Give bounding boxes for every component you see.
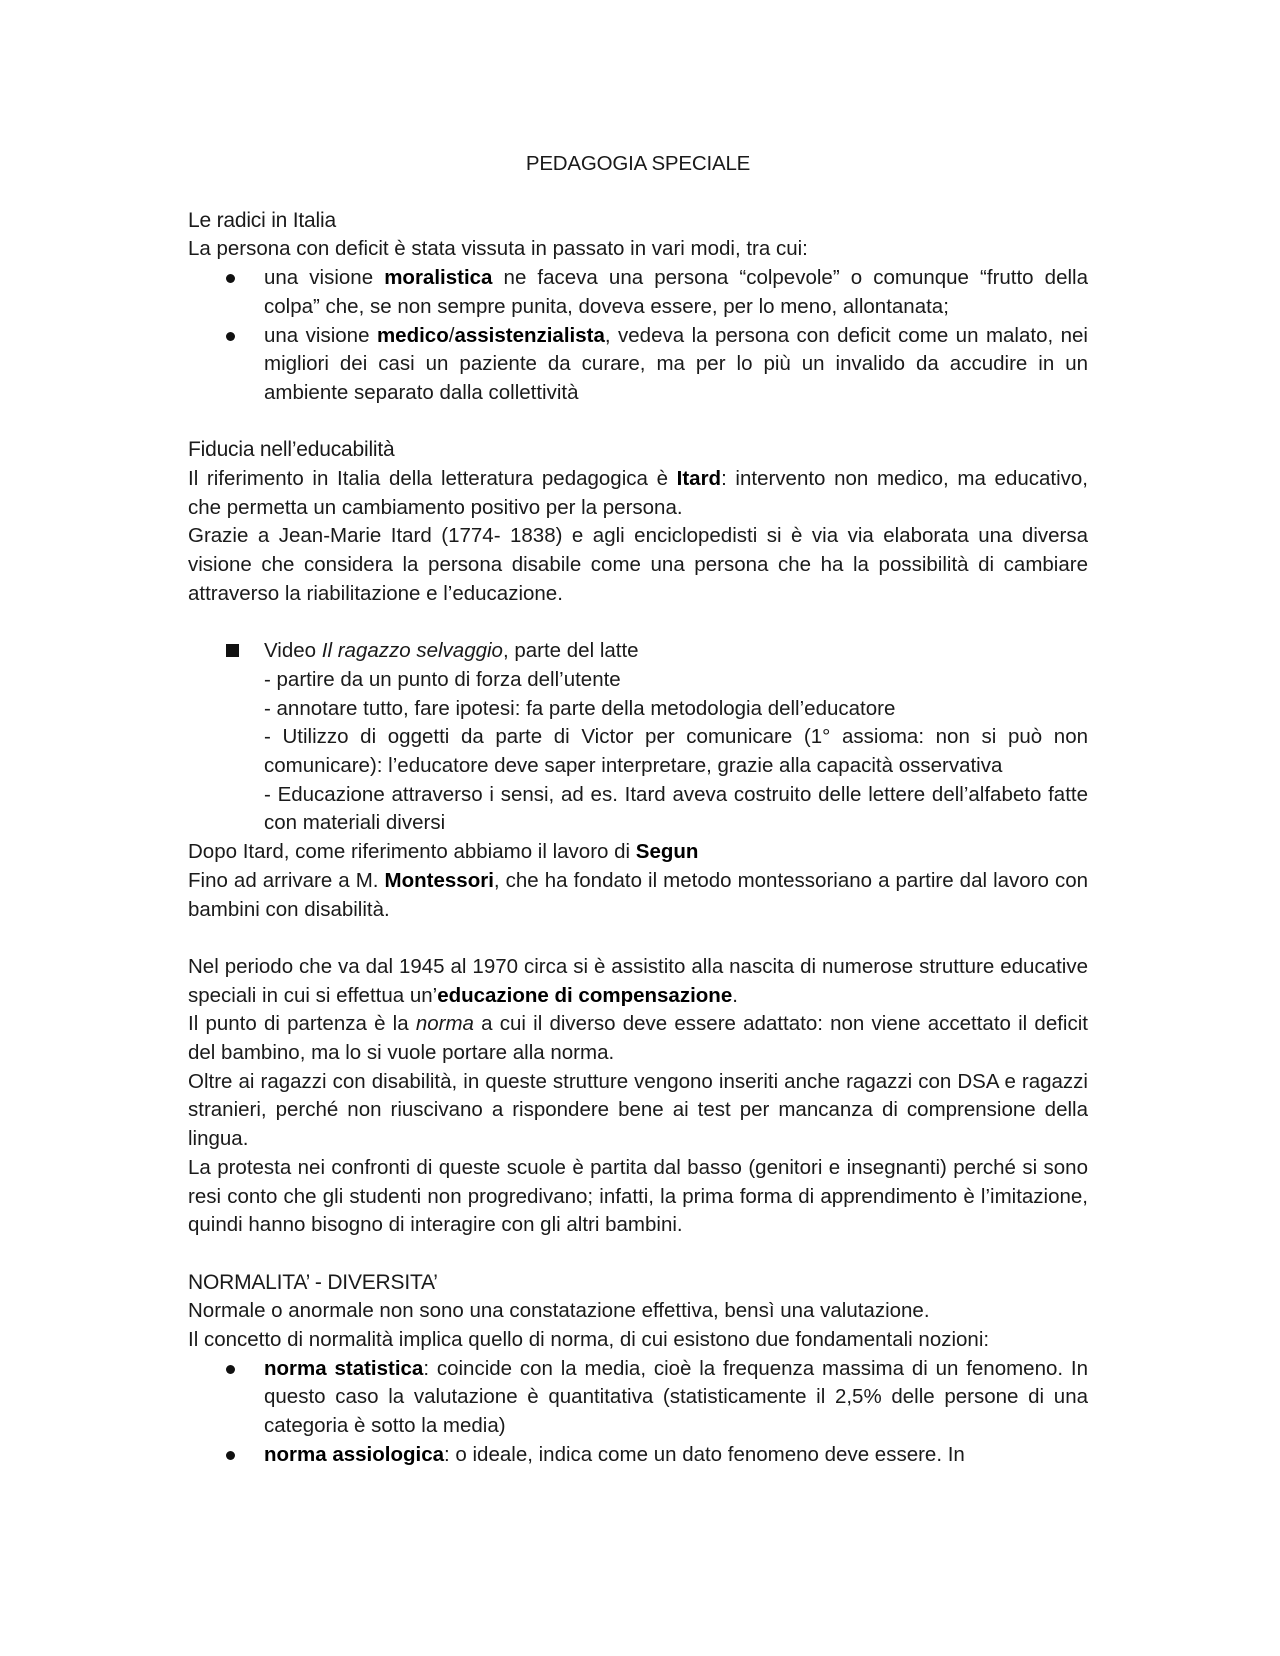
paragraph: Grazie a Jean-Marie Itard (1774- 1838) e agli enciclopedisti si è via via elaborata una diversa visione che considera la persona disabile come una persona che ha la possibilità di cambiare attraverso la riabilitazione e l’educazione.	[188, 524, 1088, 605]
section-normalita	[188, 1269, 1088, 1470]
list-item: Video Il ragazzo selvaggio, parte del latte	[188, 637, 1088, 666]
sub-line: - annotare tutto, fare ipotesi: fa parte della metodologia dell’educatore	[264, 696, 896, 720]
sub-line: - Utilizzo di oggetti da parte di Victor per comunicare (1° assioma: non si può non comunicare): l’educatore deve saper interpretare, grazie alla capacità osservativa	[264, 725, 1088, 778]
bullet-square-icon	[226, 644, 239, 657]
page-title: PEDAGOGIA SPECIALE	[525, 152, 751, 175]
sub-line: - partire da un punto di forza dell’utente	[264, 667, 621, 691]
video-list	[188, 637, 1088, 666]
sub-line: - Educazione attraverso i sensi, ad es. Itard aveva costruito delle lettere dell’alfabeto fatte con materiali diversi	[264, 782, 1088, 835]
list-item: norma statistica: coincide con la media, cioè la frequenza massima di un fenomeno. In questo caso la valutazione è quantitativa (statisticamente il 2,5% delle persone di una categoria è sotto la media)	[188, 1355, 1088, 1441]
paragraph: Normale o anormale non sono una constatazione effettiva, bensì una valutazione.	[188, 1299, 930, 1323]
section-heading: Le radici in Italia	[188, 208, 336, 232]
paragraph: La persona con deficit è stata vissuta in passato in vari modi, tra cui:	[188, 237, 808, 261]
list-item: una visione moralistica ne faceva una persona “colpevole” o comunque “frutto della colpa” che, se non sempre punita, doveva essere, per lo meno, allontanata;	[188, 264, 1088, 321]
bullet-dot-icon	[226, 1365, 235, 1374]
section-heading: NORMALITA’ - DIVERSITA’	[188, 1270, 438, 1294]
list-item: una visione medico/assistenzialista, vedeva la persona con deficit come un malato, nei migliori dei casi un paziente da curare, ma per lo più un invalido da accudire in un ambiente separato dalla collettività	[188, 322, 1088, 408]
list-item: norma assiologica: o ideale, indica come un dato fenomeno deve essere. In	[188, 1441, 1088, 1470]
paragraph: Oltre ai ragazzi con disabilità, in queste strutture vengono inseriti anche ragazzi con DSA e ragazzi stranieri, perché non riuscivano a rispondere bene ai test per mancanza di comprensione della lingua.	[188, 1069, 1088, 1151]
section-le-radici	[188, 207, 1088, 408]
paragraph: Il riferimento in Italia della letteratura pedagogica è Itard: intervento non medico, ma educativo, che permetta un cambiamento positivo per la persona.	[188, 467, 1088, 519]
paragraph: Dopo Itard, come riferimento abbiamo il lavoro di Segun	[188, 840, 699, 864]
bullet-list	[188, 1355, 1088, 1470]
section-compensazione	[188, 953, 1088, 1240]
bullet-dot-icon	[226, 1451, 235, 1460]
bullet-dot-icon	[226, 274, 235, 283]
paragraph: La protesta nei confronti di queste scuole è partita dal basso (genitori e insegnanti) perché si sono resi conto che gli studenti non progredivano; infatti, la prima forma di apprendimento è l’imitazione, quindi hanno bisogno di interagire con gli altri bambini.	[188, 1155, 1088, 1237]
paragraph: Il concetto di normalità implica quello di norma, di cui esistono due fondamentali nozioni:	[188, 1328, 990, 1352]
paragraph: Nel periodo che va dal 1945 al 1970 circa si è assistito alla nascita di numerose strutture educative speciali in cui si effettua un’educazione di compensazione.	[188, 954, 1088, 1007]
section-fiducia	[188, 436, 1088, 924]
paragraph: Il punto di partenza è la norma a cui il diverso deve essere adattato: non viene accettato il deficit del bambino, ma lo si vuole portare alla norma.	[188, 1012, 1088, 1065]
section-heading: Fiducia nell’educabilità	[188, 438, 395, 462]
paragraph: Fino ad arrivare a M. Montessori, che ha fondato il metodo montessoriano a partire dal lavoro con bambini con disabilità.	[188, 868, 1088, 921]
bullet-list	[188, 264, 1088, 408]
bullet-dot-icon	[226, 332, 235, 341]
